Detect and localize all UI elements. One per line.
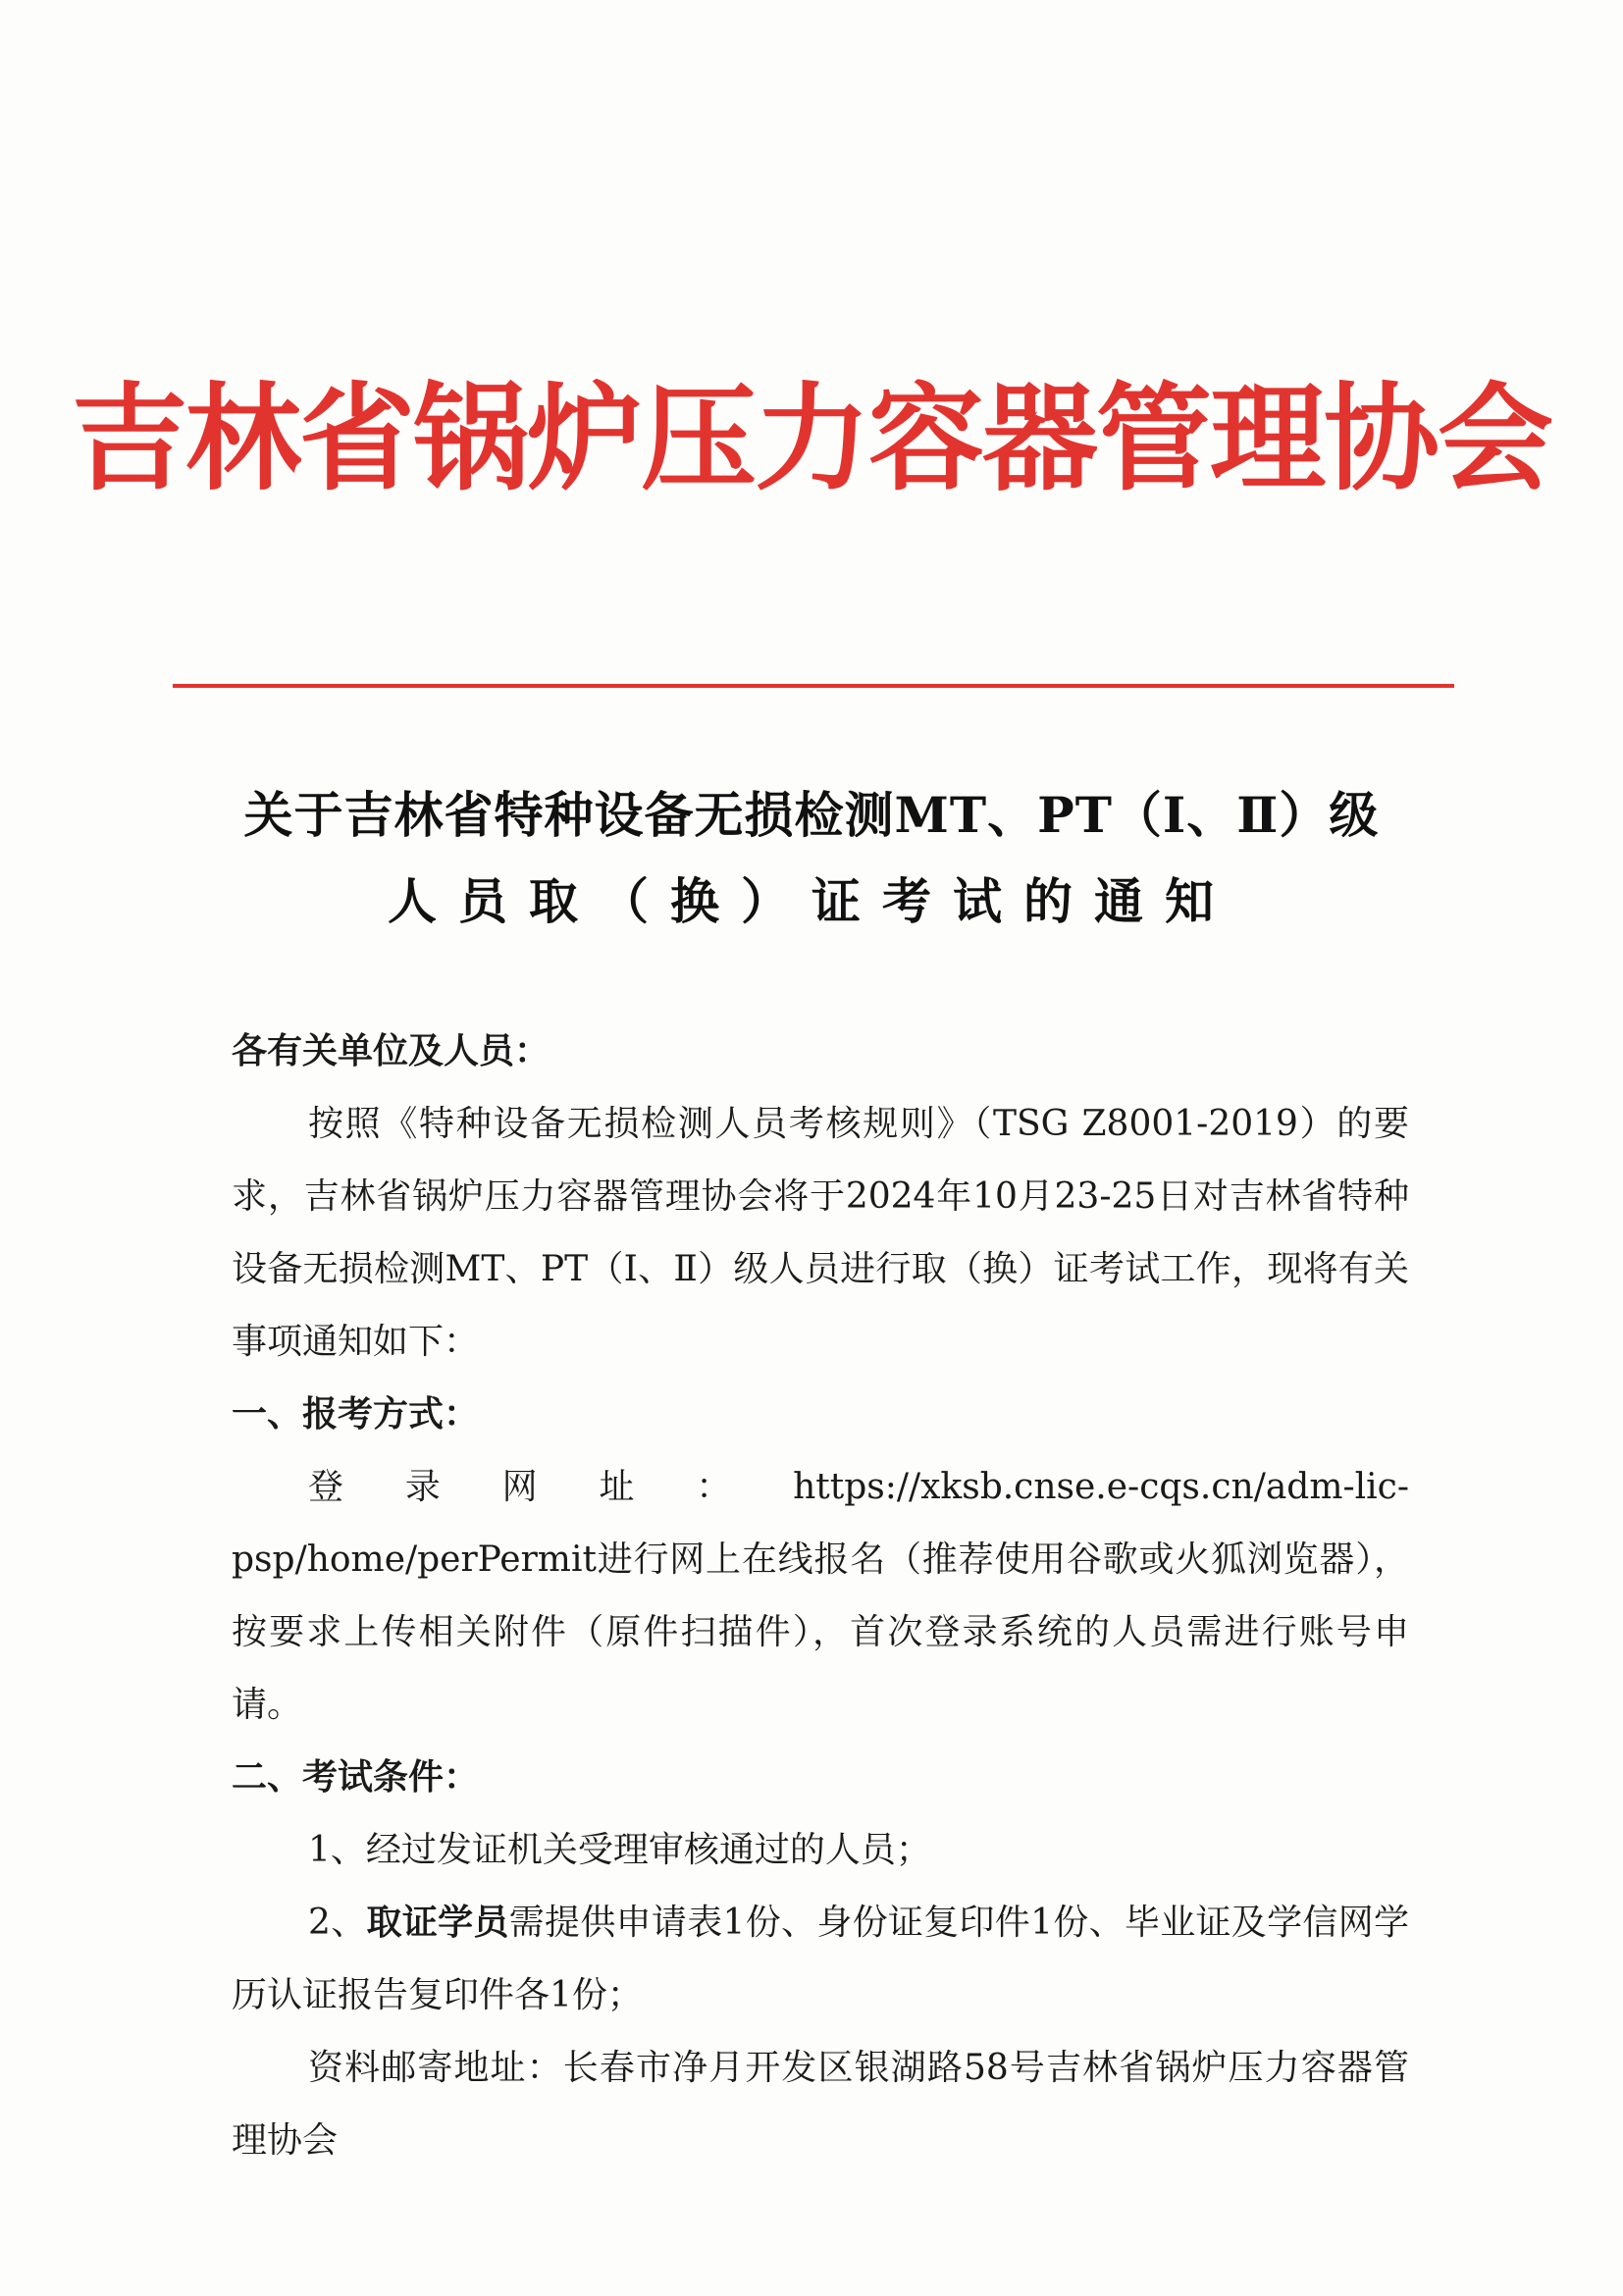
org-letterhead-title: 吉林省锅炉压力容器管理协会 xyxy=(71,371,1551,506)
mailing-address: 资料邮寄地址：长春市净月开发区银湖路58号吉林省锅炉压力容器管理协会 xyxy=(232,2048,1409,2161)
section-1-heading: 一、报考方式： xyxy=(232,1394,480,1435)
condition-item-2-number: 2、 xyxy=(308,1903,367,1943)
section-2-heading: 二、考试条件： xyxy=(232,1757,480,1798)
document-title-line-1: 关于吉林省特种设备无损检测MT、PT（Ⅰ、Ⅱ）级 xyxy=(243,786,1380,844)
condition-item-2-emphasis: 取证学员 xyxy=(366,1903,509,1943)
letterhead-divider xyxy=(173,684,1454,688)
salutation: 各有关单位及人员： xyxy=(232,1031,550,1071)
section-1-text: 登录网址：https://xksb.cnse.e-cqs.cn/adm-lic-psp/home/perPermit进行网上在线报名（推荐使用谷歌或火狐浏览器），按要求上传相关附件（原件扫描件），首次登录系统的人员需进行账号申请。 xyxy=(232,1467,1409,1725)
intro-paragraph: 按照《特种设备无损检测人员考核规则》（TSG Z8001-2019）的要求，吉林省锅炉压力容器管理协会将于2024年10月23-25日对吉林省特种设备无损检测MT、PT（Ⅰ、Ⅱ）级人员进行取（换）证考试工作，现将有关事项通知如下： xyxy=(232,1104,1409,1362)
condition-item-2-text: 需提供申请表1份、身份证复印件1份、毕业证及学信网学历认证报告复印件各1份； xyxy=(232,1903,1409,2015)
condition-item-2 xyxy=(232,1887,1409,2032)
condition-item-1: 1、经过发证机关受理审核通过的人员； xyxy=(308,1830,931,1870)
document-body xyxy=(232,1016,1409,2177)
document-title-line-2: 人员取（换）证考试的通知 xyxy=(388,872,1235,930)
